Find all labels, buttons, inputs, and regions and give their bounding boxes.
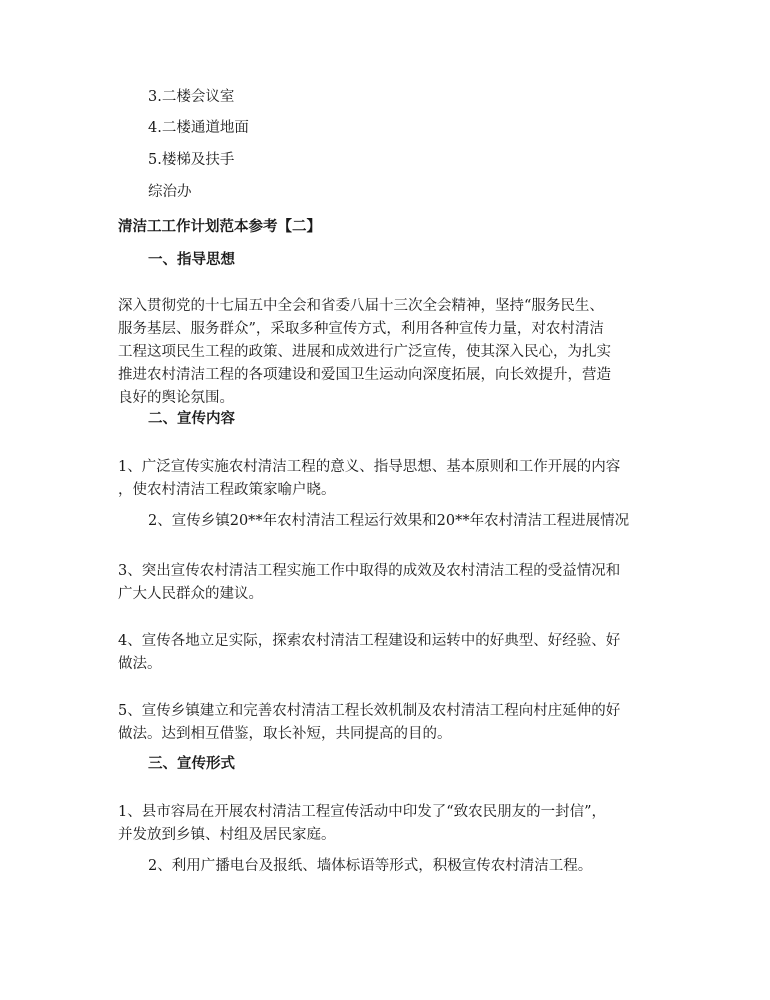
paragraph-line: 做法。 bbox=[118, 656, 162, 672]
paragraph-line: 良好的舆论氛围。 bbox=[118, 390, 234, 406]
paragraph-line: 4、宣传各地立足实际，探索农村清洁工程建设和运转中的好典型、好经验、好 bbox=[118, 633, 621, 649]
paragraph-line: 深入贯彻党的十七届五中全会和省委八届十三次全会精神，坚持“服务民生、 bbox=[118, 298, 604, 314]
section-title: 清洁工工作计划范本参考【二】 bbox=[118, 218, 321, 235]
paragraph-line: 1、县市容局在开展农村清洁工程宣传活动中印发了“致农民朋友的一封信”， bbox=[118, 804, 607, 820]
paragraph-line: 3、突出宣传农村清洁工程实施工作中取得的成效及农村清洁工程的受益情况和 bbox=[118, 563, 621, 579]
list-item: 4.二楼通道地面 bbox=[148, 120, 249, 136]
list-item: 3.二楼会议室 bbox=[148, 89, 235, 105]
signature-text: 综治办 bbox=[148, 184, 192, 200]
section-heading: 三、宣传形式 bbox=[148, 755, 235, 772]
paragraph-line: 服务基层、服务群众”，采取多种宣传方式，利用各种宣传力量，对农村清洁 bbox=[118, 321, 604, 337]
section-heading: 一、指导思想 bbox=[148, 251, 235, 268]
paragraph-line: 广大人民群众的建议。 bbox=[118, 586, 263, 602]
paragraph-line: 推进农村清洁工程的各项建设和爱国卫生运动向深度拓展，向长效提升，营造 bbox=[118, 367, 611, 383]
list-item: 5.楼梯及扶手 bbox=[148, 152, 235, 168]
paragraph-line: 2、宣传乡镇20**年农村清洁工程运行效果和20**年农村清洁工程进展情况 bbox=[148, 513, 630, 529]
paragraph-line: 并发放到乡镇、村组及居民家庭。 bbox=[118, 827, 336, 843]
paragraph-line: 2、利用广播电台及报纸、墙体标语等形式，积极宣传农村清洁工程。 bbox=[148, 858, 593, 874]
paragraph-line: 5、宣传乡镇建立和完善农村清洁工程长效机制及农村清洁工程向村庄延伸的好 bbox=[118, 703, 621, 719]
paragraph-line: ，使农村清洁工程政策家喻户晓。 bbox=[118, 482, 336, 498]
paragraph-line: 工程这项民生工程的政策、进展和成效进行广泛宣传，使其深入民心，为扎实 bbox=[118, 344, 611, 360]
section-heading: 二、宣传内容 bbox=[148, 410, 235, 427]
paragraph-line: 做法。达到相互借鉴，取长补短，共同提高的目的。 bbox=[118, 726, 452, 742]
paragraph-line: 1、广泛宣传实施农村清洁工程的意义、指导思想、基本原则和工作开展的内容 bbox=[118, 459, 621, 475]
